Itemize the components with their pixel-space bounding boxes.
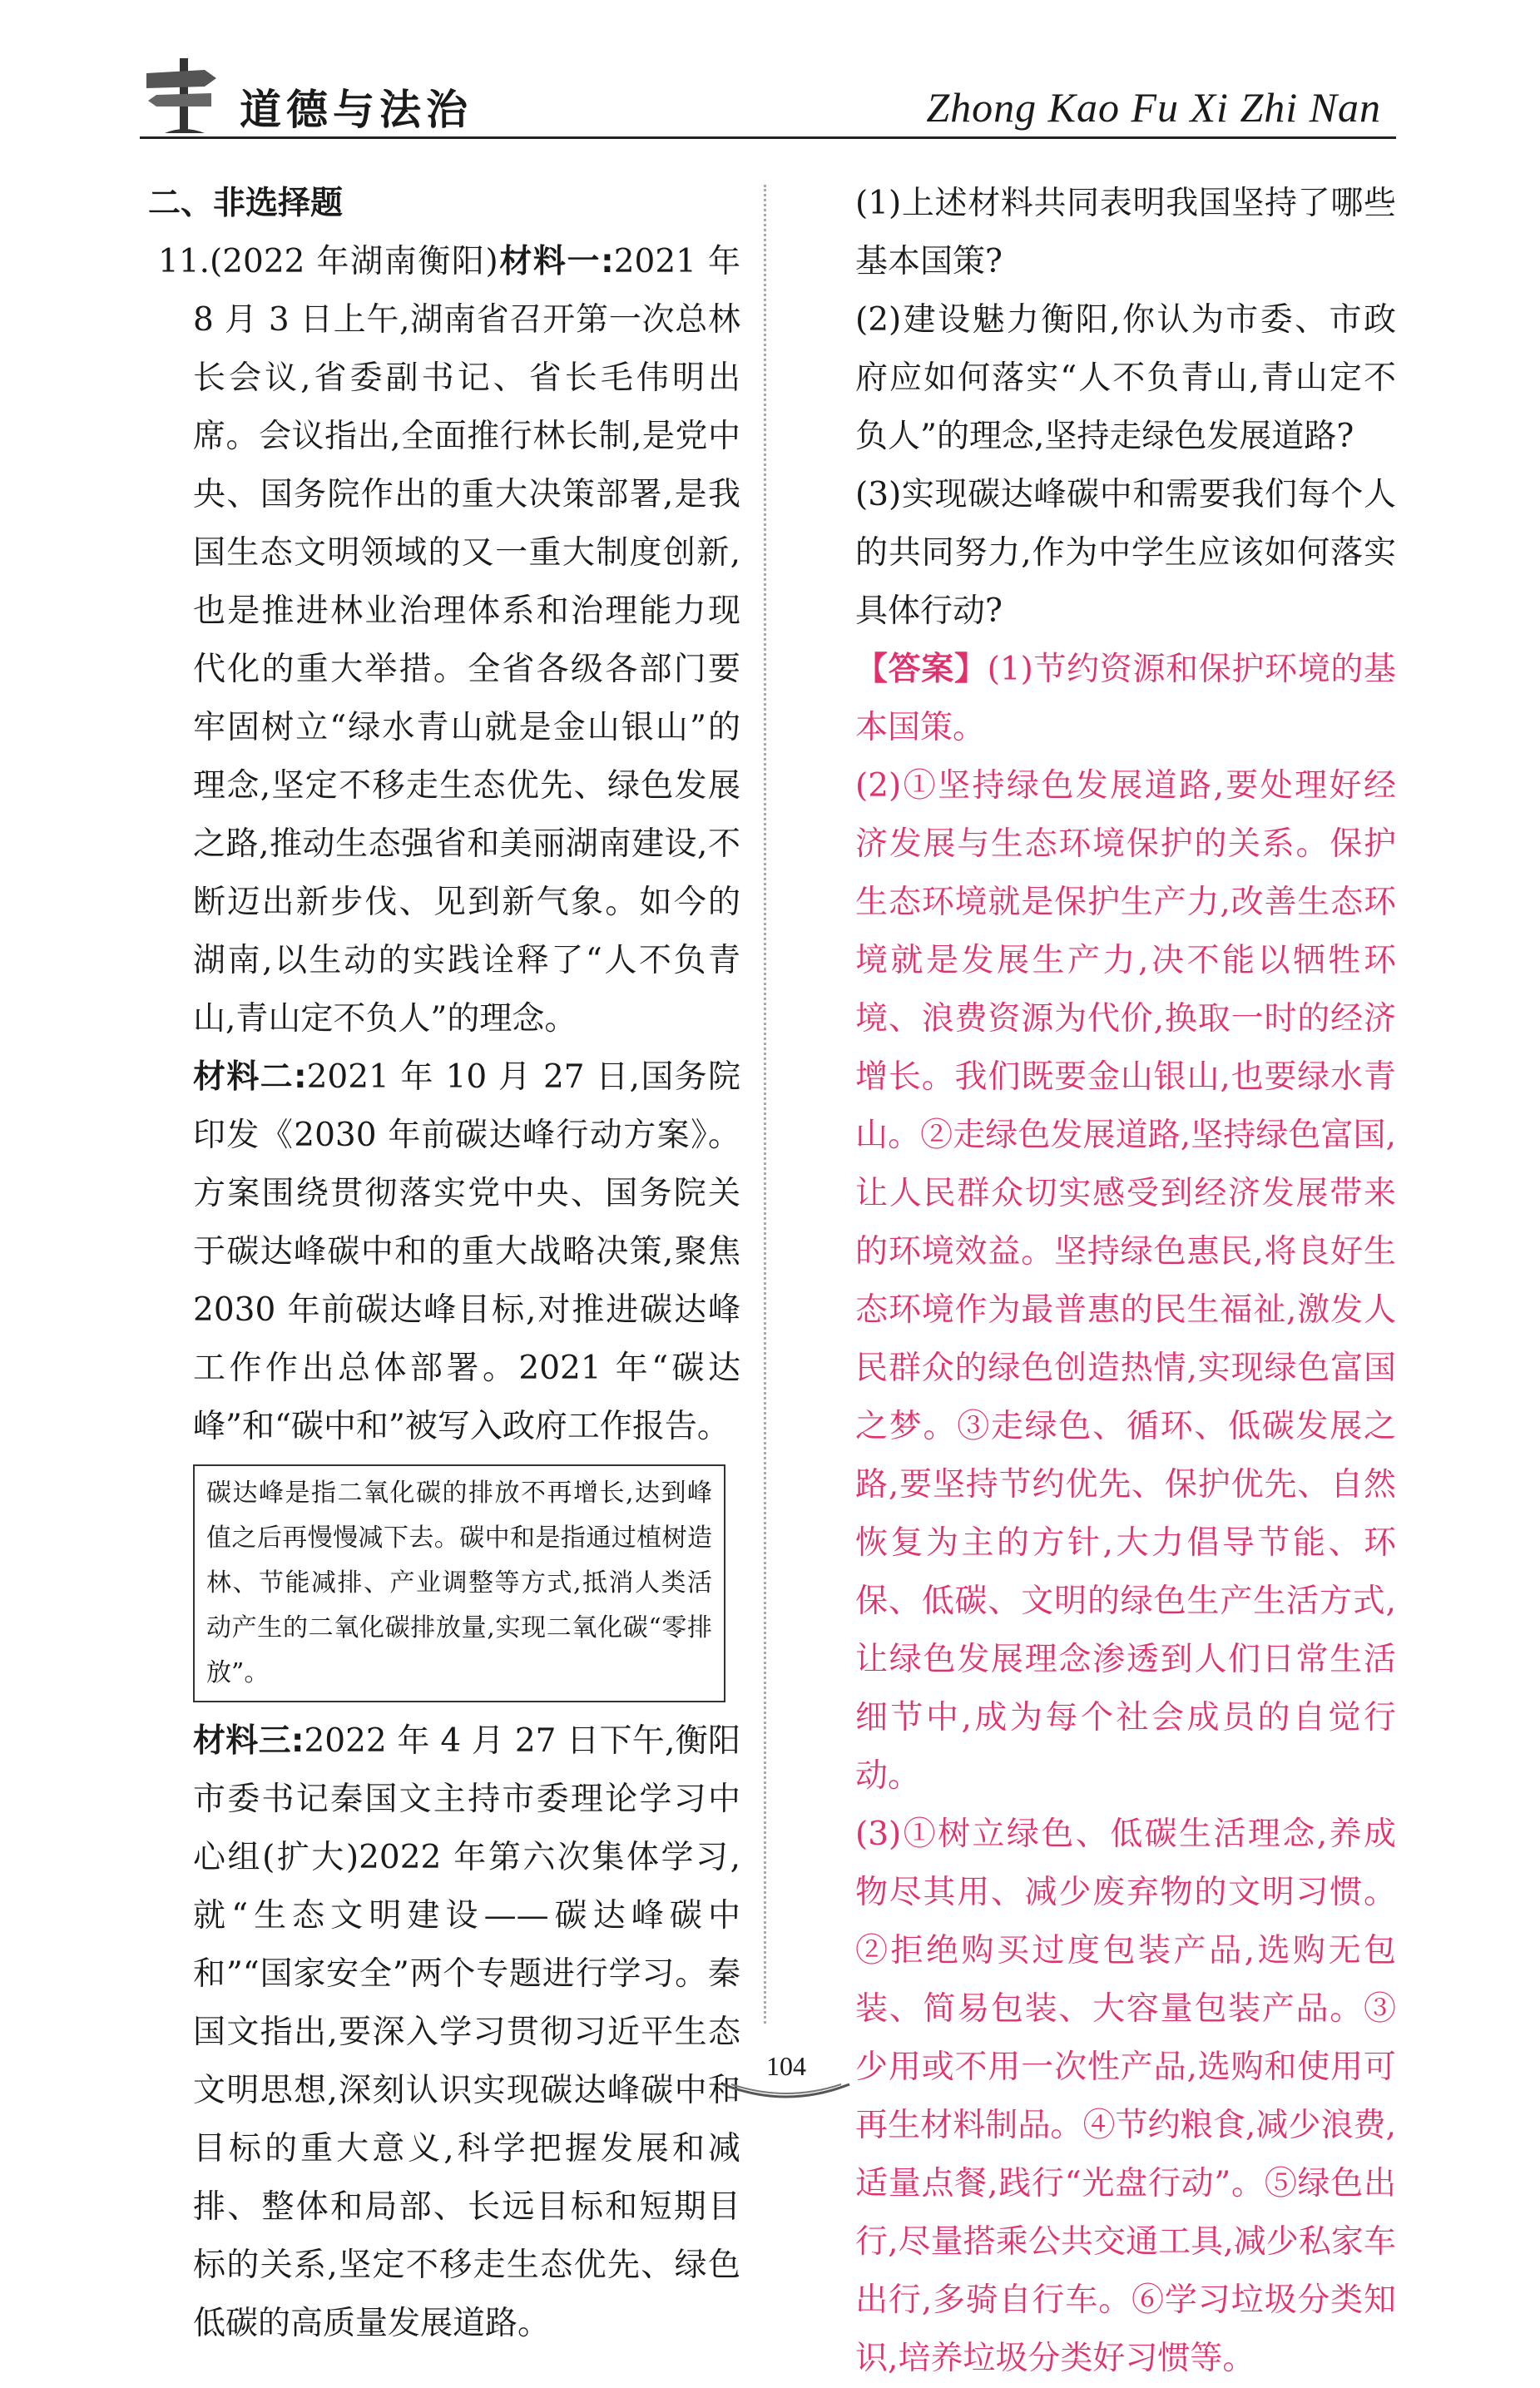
page-ornament-icon [720,2081,853,2101]
answer-2: (2)①坚持绿色发展道路,要处理好经济发展与生态环境保护的关系。保护生态环境就是保护生产力,改善生态环境就是发展生产力,决不能以牺牲环境、浪费资源为代价,换取一时的经济增长。我们既要金山银山,也要绿水青山。②走绿色发展道路,坚持绿色富国,让人民群众切实感受到经济发展带来的环境效益。坚持绿色惠民,将良好生态环境作为最普惠的民生福祉,激发人民群众的绿色创造热情,实现绿色富国之梦。③走绿色、循环、低碳发展之路,要坚持节约优先、保护优先、自然恢复为主的方针,大力倡导节能、环保、低碳、文明的绿色生产生活方式,让绿色发展理念渗透到人们日常生活细节中,成为每个社会成员的自觉行动。 [855,767,1396,1795]
sub-question-2: (2)建设魅力衡阳,你认为市委、市政府应如何落实“人不负青山,青山定不负人”的理念,坚持走绿色发展道路? [855,301,1396,455]
material-two-label: 材料二: [193,1058,307,1096]
material-three [158,1712,740,2353]
material-one [158,233,740,1048]
material-one-text: 2021 年 8 月 3 日上午,湖南省召开第一次总林长会议,省委副书记、省长毛伟明出席。会议指出,全面推行林长制,是党中央、国务院作出的重大决策部署,是我国生态文明领域的又一重大制度创新,也是推进林业治理体系和治理能力现代化的重大举措。全省各级各部门要牢固树立“绿水青山就是金山银山”的理念,坚定不移走生态优先、绿色发展之路,推动生态强省和美丽湖南建设,不断迈出新步伐、见到新气象。如今的湖南,以生动的实践诠释了“人不负青山,青山定不负人”的理念。 [193,243,740,1038]
page-footer [703,2043,869,2101]
answer-1 [855,641,1396,757]
definition-note: 碳达峰是指二氧化碳的排放不再增长,达到峰值之后再慢慢减下去。碳中和是指通过植树造林、节能减排、产业调整等方式,抵消人类活动产生的二氧化碳排放量,实现二氧化碳“零排放”。 [206,1479,712,1687]
right-column [855,175,1396,2388]
section-heading: 二、非选择题 [148,185,344,222]
column-divider [764,185,766,2024]
signpost-icon [140,52,231,135]
material-two-text: 2021 年 10 月 27 日,国务院印发《2030 年前碳达峰行动方案》。方案围绕贯彻落实党中央、国务院关于碳达峰碳中和的重大战略决策,聚焦2030 年前碳达峰目标,对推进碳达峰工作作出总体部署。2021 年“碳达峰”和“碳中和”被写入政府工作报告。 [193,1058,740,1445]
material-two [158,1048,740,1456]
material-three-text: 2022 年 4 月 27 日下午,衡阳市委书记秦国文主持市委理论学习中心组(扩大)2022 年第六次集体学习,就“生态文明建设——碳达峰碳中和”“国家安全”两个专题进行学习。秦国文指出,要深入学习贯彻习近平生态文明思想,深刻认识实现碳达峰碳中和目标的重大意义,科学把握发展和减排、整体和局部、长远目标和短期目标的关系,坚定不移走生态优先、绿色低碳的高质量发展道路。 [193,1722,740,2342]
answer-tag: 【答案】 [855,651,988,688]
page-header [140,52,1396,143]
material-three-label: 材料三: [193,1722,305,1760]
question-number: 11. [158,243,210,280]
answer-1-text: (1)节约资源和保护环境的基本国策。 [855,651,1396,746]
page-number: 104 [766,2051,806,2081]
sub-question-1: (1)上述材料共同表明我国坚持了哪些基本国策? [855,185,1396,280]
answer-3: (3)①树立绿色、低碳生活理念,养成物尽其用、减少废弃物的文明习惯。②拒绝购买过度包装产品,选购无包装、简易包装、大容量包装产品。③少用或不用一次性产品,选购和使用可再生材料制品。④节约粮食,减少浪费,适量点餐,践行“光盘行动”。⑤绿色出行,尽量搭乘公共交通工具,减少私家车出行,多骑自行车。⑥学习垃圾分类知识,培养垃圾分类好习惯等。 [855,1816,1396,2377]
question-source: (2022 年湖南衡阳) [210,243,498,280]
header-rule [140,136,1396,139]
left-column [148,175,740,2353]
material-one-label: 材料一: [498,243,614,280]
series-title: Zhong Kao Fu Xi Zhi Nan [926,84,1381,131]
definition-note-box [193,1464,725,1702]
sub-question-3: (3)实现碳达峰碳中和需要我们每个人的共同努力,作为中学生应该如何落实具体行动? [855,476,1396,630]
subject-title: 道德与法治 [240,86,473,134]
